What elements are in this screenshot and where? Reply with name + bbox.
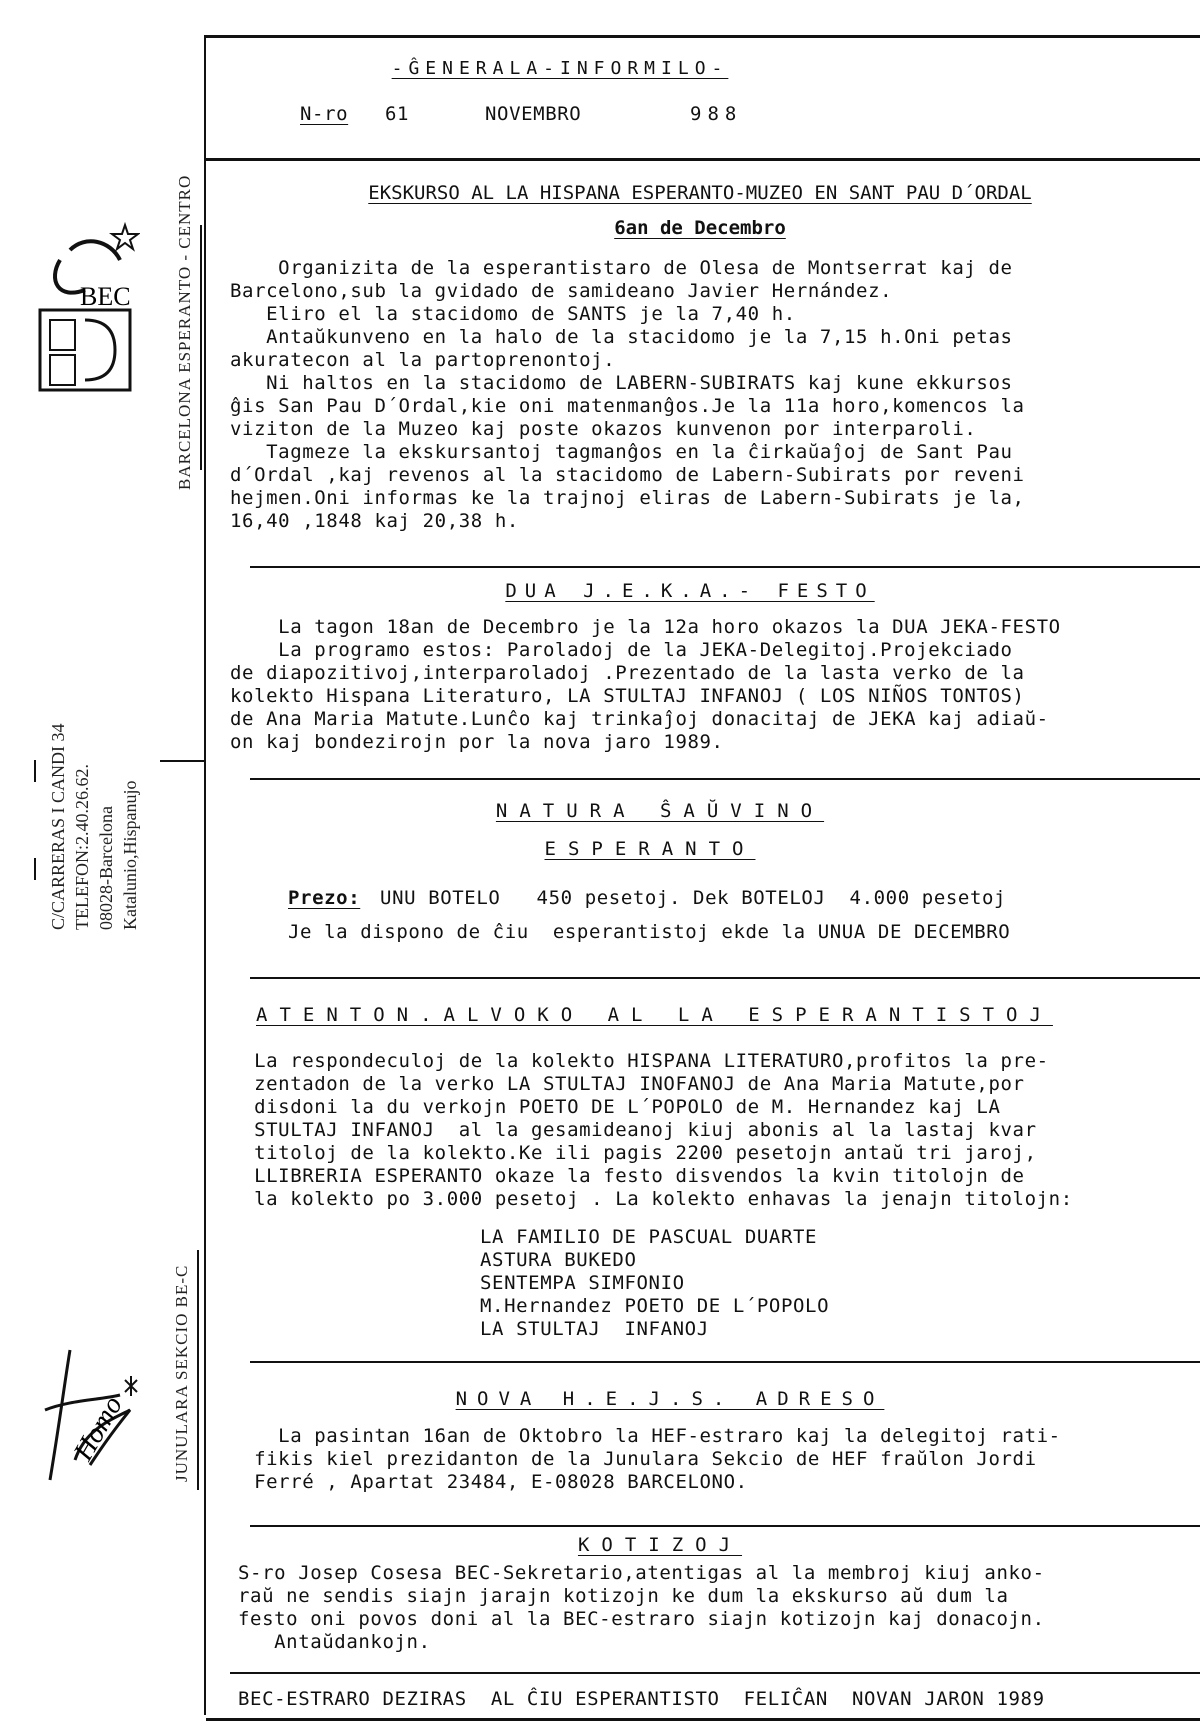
text-line: de diapozitivoj,interparoladoj .Prezentado de la lasta verko de la <box>230 662 1025 684</box>
list-item: LA FAMILIO DE PASCUAL DUARTE <box>480 1226 818 1248</box>
text-line: Eliro el la stacidomo de SANTS je la 7,40 h. <box>230 303 796 325</box>
text-line: raŭ ne sendis siajn jarajn kotizojn ke dum la ekskurso aŭ dum la <box>238 1585 1009 1607</box>
footer-bottom-rule <box>206 1718 1200 1721</box>
section-divider <box>250 1361 1200 1363</box>
section-divider <box>250 566 1200 568</box>
org-vertical-label: BARCELONA ESPERANTO - CENTRO <box>175 174 194 490</box>
list-item: LA STULTAJ INFANOJ <box>480 1318 709 1340</box>
header-top-rule <box>206 35 1200 38</box>
issue-month: NOVEMBRO <box>485 103 582 125</box>
svg-text:BEC: BEC <box>80 282 131 311</box>
text-line: festo oni povos doni al la BEC-estraro siajn kotizojn kaj donacojn. <box>238 1608 1045 1630</box>
new-address-title: NOVA H.E.J.S. ADRESO <box>455 1388 885 1410</box>
list-item: M.Hernandez POETO DE L´POPOLO <box>480 1295 830 1317</box>
address-tick-bottom <box>34 858 36 880</box>
address-line-4: Katalunio,Hispanujo <box>120 780 140 930</box>
svg-text:Homo: Homo <box>67 1391 129 1466</box>
text-line: disdoni la du verkojn POETO DE L´POPOLO de M. Hernandez kaj LA <box>230 1096 1001 1118</box>
text-line: La pasintan 16an de Oktobro la HEF-estraro kaj la delegitoj rati- <box>230 1425 1061 1447</box>
youth-section-label: JUNULARA SEKCIO BE-C <box>172 1264 191 1482</box>
text-line: La respondeculoj de la kolekto HISPANA LITERATURO,profitos la pre- <box>230 1050 1049 1072</box>
text-line: Ferré , Apartat 23484, E-08028 BARCELONO. <box>230 1471 748 1493</box>
price-label: Prezo: <box>288 887 361 909</box>
left-frame-line <box>204 35 206 1715</box>
text-line: Organizita de la esperantistaro de Olesa de Montserrat kaj de <box>230 257 1013 279</box>
fees-title: KOTIZOJ <box>577 1534 743 1556</box>
new-year-greeting: BEC-ESTRARO DEZIRAS AL ĈIU ESPERANTISTO FELIĈAN NOVAN JARON 1989 <box>238 1688 1045 1710</box>
address-tick-top <box>34 760 36 782</box>
section-divider <box>250 778 1200 780</box>
text-line: Barcelono,sub la gvidado de samideano Javier Hernández. <box>230 280 893 302</box>
header-bottom-rule <box>206 158 1200 161</box>
bec-logo-icon <box>30 220 140 400</box>
section-divider <box>250 977 1200 979</box>
excursion-date: 6an de Decembro <box>614 217 786 239</box>
jeka-festival-title: DUA J.E.K.A.- FESTO <box>505 580 875 602</box>
wine-title: NATURA ŜAŬVINO <box>495 800 825 822</box>
address-line-3: 08028-Barcelona <box>96 806 116 930</box>
text-line: ĝis San Pau D´Ordal,kie oni matenmanĝos.Je la 11a horo,komencos la <box>230 395 1025 417</box>
youth-section-rule <box>197 1250 199 1490</box>
text-line: La programo estos: Paroladoj de la JEKA-Delegitoj.Projekciado <box>230 639 1013 661</box>
org-vertical-rule <box>200 225 202 470</box>
text-line: d´Ordal ,kaj revenos al la stacidomo de Labern-Subirats por reveni <box>230 464 1025 486</box>
homo-signature <box>40 1340 150 1490</box>
excursion-title: EKSKURSO AL LA HISPANA ESPERANTO-MUZEO EN SANT PAU D´ORDAL <box>368 182 1032 204</box>
text-line: on kaj bondezirojn por la nova jaro 1989. <box>230 731 724 753</box>
bec-logo <box>30 220 140 400</box>
text-line: 16,40 ,1848 kaj 20,38 h. <box>230 510 519 532</box>
text-line: de Ana Maria Matute.Lunĉo kaj trinkaĵoj donacitaj de JEKA kaj adiaŭ- <box>230 708 1049 730</box>
price-text: UNU BOTELO 450 pesetoj. Dek BOTELOJ 4.000 pesetoj <box>368 887 1007 909</box>
text-line: titoloj de la kolekto.Ke ili pagis 2200 pesetojn antaŭ tri jaroj, <box>230 1142 1037 1164</box>
text-line: kolekto Hispana Literaturo, LA STULTAJ INFANOJ ( LOS NIÑOS TONTOS) <box>230 685 1025 707</box>
text-line: fikis kiel prezidanton de la Junulara Sekcio de HEF fraŭlon Jordi <box>230 1448 1037 1470</box>
text-line: hejmen.Oni informas ke la trajnoj eliras de Labern-Subirats je la, <box>230 487 1025 509</box>
appeal-title: ATENTON.ALVOKO AL LA ESPERANTISTOJ <box>256 1004 1053 1026</box>
address-connector <box>160 760 204 762</box>
text-line: Tagmeze la ekskursantoj tagmanĝos en la ĉirkaŭaĵoj de Sant Pau <box>230 441 1013 463</box>
list-item: SENTEMPA SIMFONIO <box>480 1272 685 1294</box>
section-divider <box>250 1525 1200 1527</box>
wine-subtitle: ESPERANTO <box>544 838 756 860</box>
issue-number: 61 <box>385 103 410 125</box>
text-line: Antaŭkunveno en la halo de la stacidomo je la 7,15 h.Oni petas <box>230 326 1013 348</box>
text-line: Antaŭdankojn. <box>238 1631 431 1653</box>
text-line: zentadon de la verko LA STULTAJ INOFANOJ de Ana Maria Matute,por <box>230 1073 1025 1095</box>
section-divider <box>230 1672 1200 1674</box>
address-line-2: TELEFON:2.40.26.62. <box>72 764 92 930</box>
text-line: S-ro Josep Cosesa BEC-Sekretario,atentigas al la membroj kiuj anko- <box>238 1562 1045 1584</box>
text-line: STULTAJ INFANOJ al la gesamideanoj kiuj abonis al la lastaj kvar <box>230 1119 1037 1141</box>
text-line: la kolekto po 3.000 pesetoj . La kolekto enhavas la jenajn titolojn: <box>230 1188 1073 1210</box>
list-item: ASTURA BUKEDO <box>480 1249 637 1271</box>
availability-text: Je la dispono de ĉiu esperantistoj ekde la UNUA DE DECEMBRO <box>288 921 1011 943</box>
text-line: LLIBRERIA ESPERANTO okaze la festo disvendos la kvin titolojn de <box>230 1165 1025 1187</box>
issue-number-label: N-ro <box>300 103 349 125</box>
text-line: akuratecon al la partoprenontoj. <box>230 349 616 371</box>
text-line: viziton de la Muzeo kaj poste okazos kunvenon por interparoli. <box>230 418 977 440</box>
issue-year: 988 <box>690 103 743 125</box>
bulletin-title: -ĜENERALA-INFORMILO- <box>391 58 729 79</box>
address-line-1: C/CARRERAS I CANDI 34 <box>48 723 68 930</box>
text-line: La tagon 18an de Decembro je la 12a horo okazos la DUA JEKA-FESTO <box>230 616 1061 638</box>
text-line: Ni haltos en la stacidomo de LABERN-SUBIRATS kaj kune ekkursos <box>230 372 1013 394</box>
